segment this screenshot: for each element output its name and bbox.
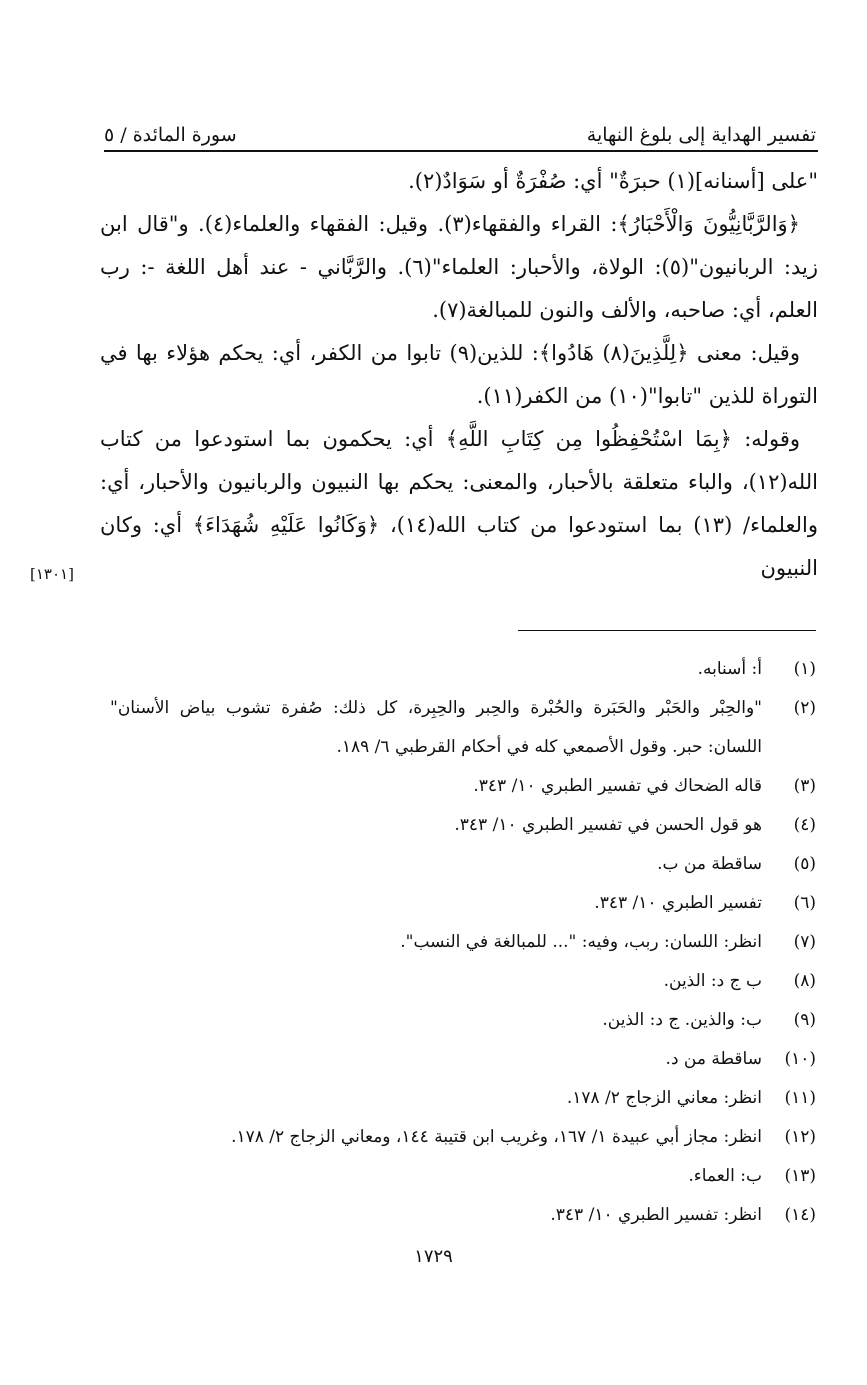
footnote-text: "والحِبْر والحَبْر والحَبَرة والحُبْرة والحِبر والحِبِرة، كل ذلك: صُفرة تشوب بياض الأسنان" اللسان: حبر. وقول الأصمعي كله في أحكام القرطبي ٦/ ١٨٩. bbox=[110, 698, 762, 757]
footnote-number: (٦) bbox=[793, 893, 816, 913]
footnote-text: انظر: اللسان: ربب، وفيه: "... للمبالغة في النسب". bbox=[400, 932, 762, 952]
footnote-number: (٧) bbox=[793, 932, 816, 952]
footnotes-list bbox=[110, 650, 816, 1235]
footnote-number: (٩) bbox=[793, 1010, 816, 1030]
book-title: تفسير الهداية إلى بلوغ النهاية bbox=[586, 124, 816, 146]
footnote-item bbox=[110, 923, 816, 962]
footnote-number: (٢) bbox=[793, 698, 816, 718]
footnote-separator bbox=[518, 630, 816, 631]
footnote-number: (٣) bbox=[793, 776, 816, 796]
footnote-text: قاله الضحاك في تفسير الطبري ١٠/ ٣٤٣. bbox=[473, 776, 762, 796]
footnote-number: (١) bbox=[793, 659, 816, 679]
footnote-text: ساقطة من د. bbox=[665, 1049, 762, 1069]
footnote-item bbox=[110, 1157, 816, 1196]
footnote-text: تفسير الطبري ١٠/ ٣٤٣. bbox=[594, 893, 762, 913]
main-text bbox=[100, 160, 818, 590]
footnote-item bbox=[110, 1118, 816, 1157]
footnote-number: (١٣) bbox=[784, 1166, 816, 1186]
footnote-item bbox=[110, 806, 816, 845]
footnote-item bbox=[110, 845, 816, 884]
footnote-text: انظر: تفسير الطبري ١٠/ ٣٤٣. bbox=[550, 1205, 762, 1225]
footnote-text: أ: أسنابه. bbox=[697, 659, 762, 679]
paragraph: وقوله: ﴿بِمَا اسْتُحْفِظُوا مِن كِتَابِ اللَّهِ﴾ أي: يحكمون بما استودعوا من كتاب الله(١٢)، والباء متعلقة بالأحبار، والمعنى: يحكم بها النبيون والربانيون والأحبار، أي: والعلماء/ (١٣) بما استودعوا من كتاب الله(١٤)، ﴿وَكَانُوا عَلَيْهِ شُهَدَاءَ﴾ أي: وكان النبيون bbox=[100, 427, 818, 580]
running-header bbox=[104, 112, 816, 146]
footnote-item bbox=[110, 962, 816, 1001]
footnote-number: (١١) bbox=[784, 1088, 816, 1108]
header-rule bbox=[104, 150, 818, 152]
paragraph: ﴿وَالرَّبَّانِيُّونَ وَالْأَحْبَارُ﴾: القراء والفقهاء(٣). وقيل: الفقهاء والعلماء(٤). و"قال ابن زيد: الربانيون"(٥): الولاة، والأحبار: العلماء"(٦). والرَّبَّاني - عند أهل اللغة -: رب العلم، أي: صاحبه، والألف والنون للمبالغة(٧). bbox=[100, 212, 818, 322]
footnote-item bbox=[110, 689, 816, 767]
footnote-item bbox=[110, 1196, 816, 1235]
footnote-number: (٥) bbox=[793, 854, 816, 874]
footnote-text: انظر: معاني الزجاج ٢/ ١٧٨. bbox=[566, 1088, 762, 1108]
footnote-number: (١٠) bbox=[784, 1049, 816, 1069]
footnote-text: انظر: مجاز أبي عبيدة ١/ ١٦٧، وغريب ابن قتيبة ١٤٤، ومعاني الزجاج ٢/ ١٧٨. bbox=[231, 1127, 762, 1147]
footnote-item bbox=[110, 650, 816, 689]
footnote-number: (١٢) bbox=[784, 1127, 816, 1147]
footnote-number: (٤) bbox=[793, 815, 816, 835]
manuscript-folio-reference: [١٣٠١] bbox=[30, 565, 74, 583]
footnote-number: (٨) bbox=[793, 971, 816, 991]
surah-info: سورة المائدة / ٥ bbox=[104, 124, 237, 146]
footnote-item bbox=[110, 1079, 816, 1118]
footnote-text: ب: والذين. ج د: الذين. bbox=[602, 1010, 762, 1030]
footnote-text: ساقطة من ب. bbox=[657, 854, 762, 874]
footnote-item bbox=[110, 1001, 816, 1040]
footnote-number: (١٤) bbox=[784, 1205, 816, 1225]
footnote-text: ب: العماء. bbox=[688, 1166, 762, 1186]
paragraph: وقيل: معنى ﴿لِلَّذِينَ(٨) هَادُوا﴾: للذين(٩) تابوا من الكفر، أي: يحكم هؤلاء بها في التوراة للذين "تابوا"(١٠) من الكفر(١١). bbox=[100, 341, 818, 408]
paragraph: "على [أسنانه](١) حبرَةٌ" أي: صُفْرَةٌ أو سَوَادٌ(٢). bbox=[408, 169, 818, 193]
footnote-item bbox=[110, 767, 816, 806]
footnote-text: ب ج د: الذين. bbox=[663, 971, 762, 991]
footnote-item bbox=[110, 884, 816, 923]
page-number: ١٧٢٩ bbox=[414, 1246, 453, 1267]
footnote-item bbox=[110, 1040, 816, 1079]
footnote-text: هو قول الحسن في تفسير الطبري ١٠/ ٣٤٣. bbox=[454, 815, 762, 835]
